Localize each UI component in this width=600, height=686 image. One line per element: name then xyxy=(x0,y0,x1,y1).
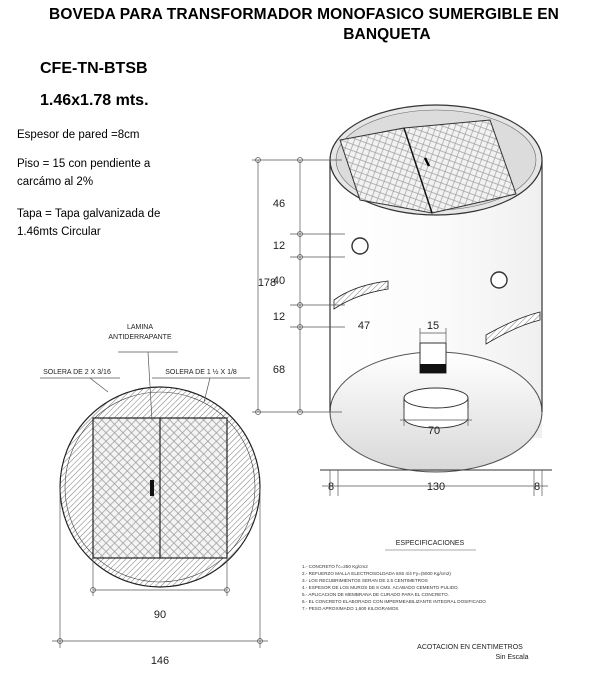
lid-plan-view xyxy=(60,387,260,587)
spec-item: 5.- APLICACION DE MEMBRANA DE CURADO PARA EL CONCRETO. xyxy=(302,592,449,597)
specifications xyxy=(302,540,529,661)
dim-wall-left: 8 xyxy=(327,481,335,493)
label-lamina-1: LAMINA xyxy=(126,324,154,331)
duct-opening-left xyxy=(352,238,368,254)
label-lamina-2: ANTIDERRAPANTE xyxy=(108,334,172,341)
spec-item: 3.- LOS RECUBRIMIENTOS SERAN DE 2.5 CENTIMETROS xyxy=(302,578,428,583)
dim-wall-right: 8 xyxy=(533,481,541,493)
scale-note: Sin Escala xyxy=(495,654,529,661)
dim-12-top: 12 xyxy=(272,240,286,252)
dim-plan-90: 90 xyxy=(153,609,167,621)
spec-item: 6.- EL CONCRETO ELABORADO CON IMPERMEABILIZANTE INTEGRAL DOSIFICADO xyxy=(302,599,486,604)
dim-40: 40 xyxy=(272,275,286,287)
note-floor-line-2: carcámo al 2% xyxy=(17,176,94,188)
title-line-2: BANQUETA xyxy=(343,26,431,43)
spec-item: 2.- REFUERZO MALLA ELECTROSOLDADA 6X6 4/4 Fy=(5000 Kg/cm2) xyxy=(302,571,451,576)
dim-inner-130: 130 xyxy=(426,481,446,493)
note-floor-line-1: Piso = 15 con pendiente a xyxy=(17,158,151,170)
spec-item: 1.- CONCRETO f'c=250 Kg/cm2 xyxy=(302,564,368,569)
note-lid-line-1: Tapa = Tapa galvanizada de xyxy=(17,208,161,220)
specs-list xyxy=(302,564,486,611)
dim-plan-146: 146 xyxy=(150,655,170,667)
note-lid-line-2: 1.46mts Circular xyxy=(17,226,101,238)
spec-item: 7.- PESO APROXIMADO 1,600 KILOGRAMOS xyxy=(302,606,399,611)
dim-total-height: 178 xyxy=(257,277,277,289)
dim-sump-70: 70 xyxy=(427,425,441,437)
title-line-1: BOVEDA PARA TRANSFORMADOR MONOFASICO SUMERGIBLE EN xyxy=(49,6,559,23)
dim-sump-15: 15 xyxy=(426,320,440,332)
model-code: CFE-TN-BTSB xyxy=(40,60,148,77)
dim-68: 68 xyxy=(272,364,286,376)
specs-title: ESPECIFICACIONES xyxy=(395,540,465,547)
vault-size: 1.46x1.78 mts. xyxy=(40,92,149,109)
note-wall-thickness: Espesor de pared =8cm xyxy=(17,129,140,141)
dim-duct-47: 47 xyxy=(357,320,371,332)
label-solera-b: SOLERA DE 1 ½ X 1/8 xyxy=(165,369,237,376)
cylinder-elevation xyxy=(320,105,552,472)
spec-item: 4.- ESPESOR DE LOS MUROS DE 8 CMS. ACABADO CEMENTO PULIDO. xyxy=(302,585,459,590)
plan-lid-handle xyxy=(150,480,154,496)
dim-46: 46 xyxy=(272,198,286,210)
dim-12-bottom: 12 xyxy=(272,311,286,323)
label-solera-a: SOLERA DE 2 X 3/16 xyxy=(43,369,111,376)
acotacion-note: ACOTACION EN CENTIMETROS xyxy=(417,644,523,651)
duct-opening-right xyxy=(491,272,507,288)
